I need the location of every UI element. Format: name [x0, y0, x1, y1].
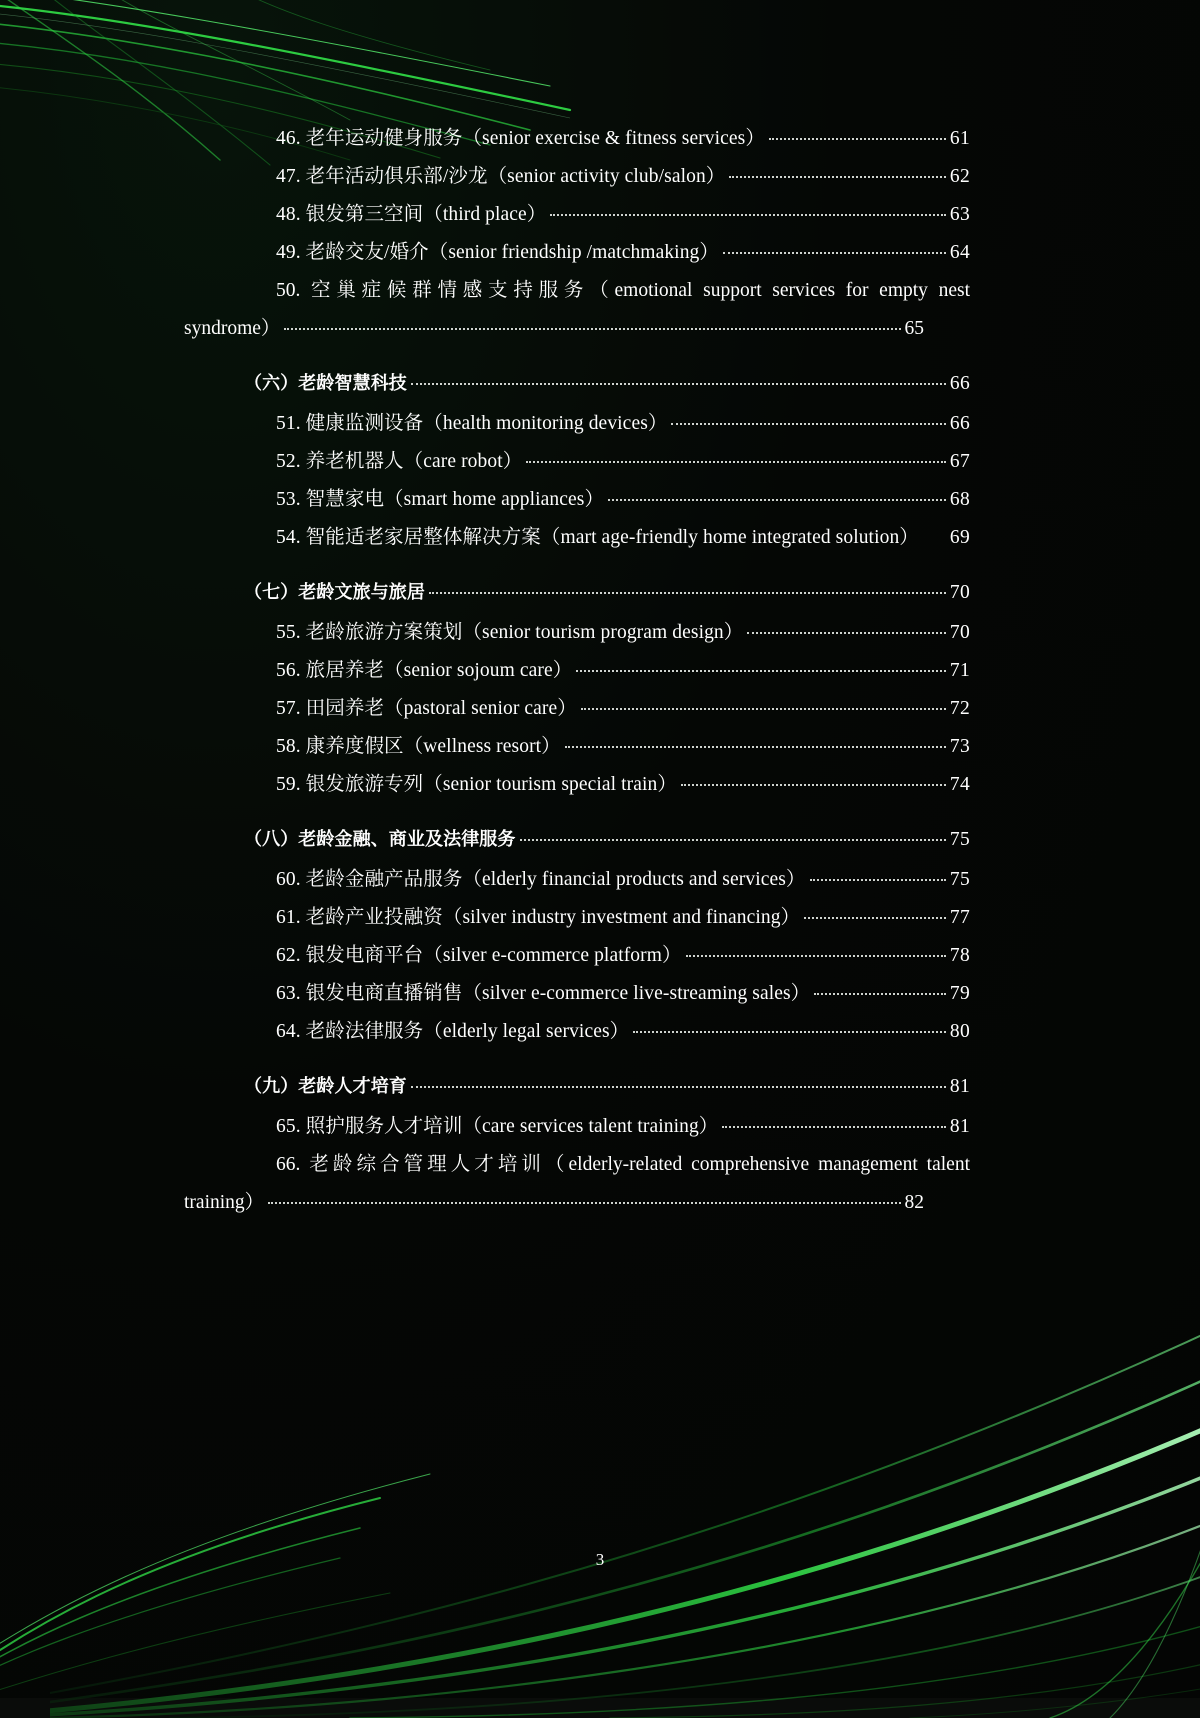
toc-entry-label: 46. 老年运动健身服务（senior exercise & fitness services） — [276, 128, 765, 149]
toc-entry[interactable] — [230, 614, 970, 652]
toc-leader-dots — [565, 745, 946, 748]
toc-leader-dots — [810, 878, 946, 881]
toc-entry-label: 52. 养老机器人（care robot） — [276, 451, 523, 472]
toc-section-label: （七）老龄文旅与旅居 — [244, 582, 425, 602]
toc-section-heading[interactable] — [230, 820, 970, 859]
toc-page-number: 65 — [904, 318, 924, 339]
toc-leader-dots — [686, 954, 946, 957]
decorative-light-streaks-bottom-left — [0, 1378, 520, 1708]
toc-page-number: 70 — [949, 582, 970, 603]
toc-leader-dots — [429, 591, 946, 594]
toc-page-number: 64 — [949, 242, 970, 263]
toc-section-heading[interactable] — [230, 364, 970, 403]
toc-entry[interactable] — [230, 481, 970, 519]
toc-leader-dots — [804, 916, 946, 919]
toc-page-number: 70 — [949, 622, 970, 643]
toc-entry-label: 61. 老龄产业投融资（silver industry investment and financing） — [276, 907, 801, 928]
toc-page-number: 62 — [949, 166, 970, 187]
toc-entry-label: 59. 银发旅游专列（senior tourism special train） — [276, 774, 677, 795]
toc-entry[interactable] — [230, 937, 970, 975]
toc-entry-label-continued: syndrome） — [184, 318, 281, 339]
toc-entry[interactable] — [230, 196, 970, 234]
toc-entry[interactable] — [230, 1013, 970, 1051]
toc-page-number: 66 — [949, 373, 970, 394]
toc-page-number: 68 — [949, 489, 970, 510]
toc-entry[interactable] — [230, 405, 970, 443]
toc-entry-label: 58. 康养度假区（wellness resort） — [276, 736, 561, 757]
toc-entry-label: 55. 老龄旅游方案策划（senior tourism program design） — [276, 622, 744, 643]
toc-entry-label: 48. 银发第三空间（third place） — [276, 204, 547, 225]
toc-entry-label: 47. 老年活动俱乐部/沙龙（senior activity club/salon） — [276, 166, 726, 187]
toc-entry-label: 63. 银发电商直播销售（silver e-commerce live-streaming sales） — [276, 983, 811, 1004]
toc-page-number: 78 — [949, 945, 970, 966]
toc-page-number: 81 — [949, 1116, 970, 1137]
toc-leader-dots — [722, 1125, 945, 1128]
toc-entry[interactable] — [230, 652, 970, 690]
toc-page-number: 63 — [949, 204, 970, 225]
toc-entry[interactable] — [184, 1146, 970, 1222]
toc-entry[interactable] — [230, 443, 970, 481]
toc-entry-label: 49. 老龄交友/婚介（senior friendship /matchmaking） — [276, 242, 719, 263]
toc-page-number: 79 — [949, 983, 970, 1004]
toc-page-number: 73 — [949, 736, 970, 757]
toc-leader-dots — [769, 137, 946, 140]
toc-page-number: 81 — [949, 1076, 970, 1097]
toc-entry[interactable] — [230, 234, 970, 272]
toc-page-number: 74 — [949, 774, 970, 795]
toc-section-label: （六）老龄智慧科技 — [244, 373, 407, 393]
toc-entry-label: 66. 老龄综合管理人才培训（elderly-related comprehensive management talent — [276, 1154, 970, 1175]
toc-leader-dots — [576, 669, 946, 672]
toc-entry[interactable] — [230, 519, 970, 557]
toc-leader-dots — [671, 422, 945, 425]
decorative-light-streaks-bottom-right — [50, 1298, 1200, 1718]
toc-entry-label: 62. 银发电商平台（silver e-commerce platform） — [276, 945, 682, 966]
toc-entry-label: 64. 老龄法律服务（elderly legal services） — [276, 1021, 630, 1042]
toc-entry-label: 57. 田园养老（pastoral senior care） — [276, 698, 577, 719]
toc-leader-dots — [268, 1201, 900, 1204]
toc-entry[interactable] — [230, 158, 970, 196]
toc-entry[interactable] — [230, 899, 970, 937]
toc-leader-dots — [747, 631, 946, 634]
toc-entry[interactable] — [230, 766, 970, 804]
toc-entry-label: 54. 智能适老家居整体解决方案（mart age-friendly home integrated solution） — [276, 527, 919, 548]
toc-page-number: 69 — [949, 527, 970, 548]
toc-entry-label-continued: training） — [184, 1192, 265, 1213]
toc-leader-dots — [520, 838, 946, 841]
toc-section-label: （九）老龄人才培育 — [244, 1076, 407, 1096]
toc-leader-dots — [729, 175, 945, 178]
toc-leader-dots — [723, 251, 946, 254]
toc-entry[interactable] — [230, 690, 970, 728]
toc-page-number: 77 — [949, 907, 970, 928]
toc-section-label: （八）老龄金融、商业及法律服务 — [244, 829, 516, 849]
toc-entry-label: 53. 智慧家电（smart home appliances） — [276, 489, 605, 510]
toc-leader-dots — [608, 498, 946, 501]
toc-leader-dots — [550, 213, 946, 216]
toc-entry[interactable] — [184, 272, 970, 348]
page-number: 3 — [595, 1550, 605, 1569]
toc-page-number: 66 — [949, 413, 970, 434]
table-of-contents — [184, 120, 970, 1222]
toc-entry[interactable] — [230, 728, 970, 766]
toc-page-number: 75 — [949, 869, 970, 890]
toc-page-number: 82 — [904, 1192, 924, 1213]
toc-entry[interactable] — [230, 861, 970, 899]
toc-leader-dots — [633, 1030, 946, 1033]
toc-entry-label: 51. 健康监测设备（health monitoring devices） — [276, 413, 668, 434]
toc-leader-dots — [681, 783, 946, 786]
toc-section-heading[interactable] — [230, 573, 970, 612]
toc-entry-label: 50. 空巢症候群情感支持服务（emotional support services for empty nest — [276, 280, 970, 301]
toc-entry[interactable] — [230, 1108, 970, 1146]
toc-entry-label: 65. 照护服务人才培训（care services talent training） — [276, 1116, 719, 1137]
toc-leader-dots — [411, 382, 946, 385]
toc-leader-dots — [284, 327, 900, 330]
toc-leader-dots — [814, 992, 946, 995]
toc-entry-label: 60. 老龄金融产品服务（elderly financial products and services） — [276, 869, 806, 890]
toc-page-number: 67 — [949, 451, 970, 472]
toc-leader-dots — [411, 1085, 946, 1088]
toc-entry[interactable] — [230, 975, 970, 1013]
toc-page-number: 75 — [949, 829, 970, 850]
toc-entry[interactable] — [230, 120, 970, 158]
toc-page-number: 80 — [949, 1021, 970, 1042]
toc-page-number: 61 — [949, 128, 970, 149]
toc-section-heading[interactable] — [230, 1067, 970, 1106]
toc-leader-dots — [923, 538, 946, 539]
toc-page-number: 72 — [949, 698, 970, 719]
toc-page-number: 71 — [949, 660, 970, 681]
toc-entry-label: 56. 旅居养老（senior sojoum care） — [276, 660, 573, 681]
toc-leader-dots — [581, 707, 946, 710]
toc-leader-dots — [526, 460, 946, 463]
